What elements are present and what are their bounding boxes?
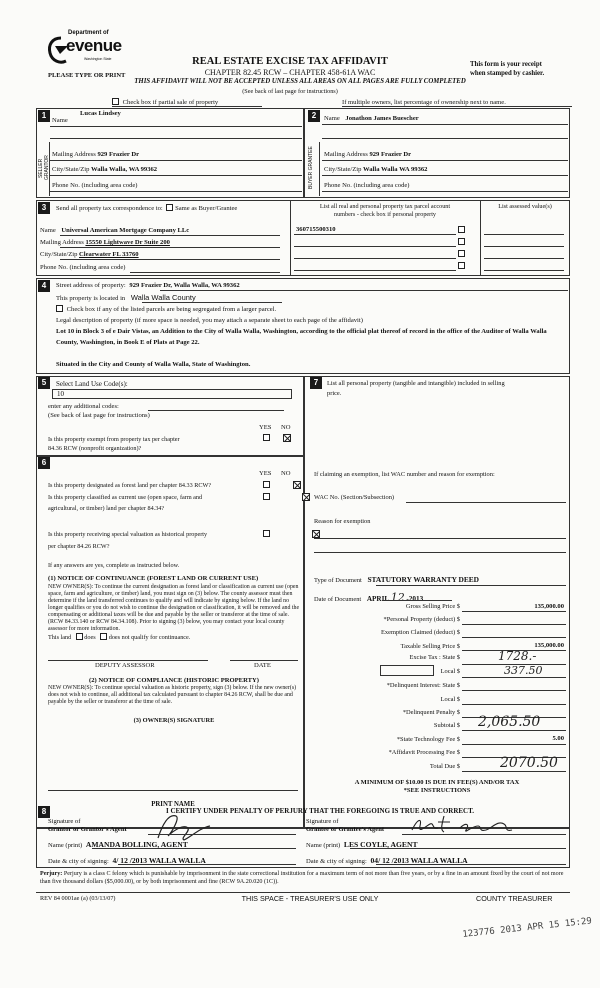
receipt-stamp: 123776 2013 APR 15 15:29 [462,916,593,940]
tax-corr-city-row [40,251,139,259]
current-use-no-checkbox[interactable] [302,493,310,501]
personal-deduct-label: *Personal Property (deduct) $ [383,616,460,623]
tech-fee-label: *State Technology Fee $ [396,736,460,743]
doc-type-row [314,576,479,585]
doc-date-year: -2013 [406,595,424,603]
exemption-claim-note: If claiming an exemption, list WAC number and reason for exemption: [314,471,495,478]
buyer-name-label: Name [324,115,340,122]
grantee-name: LES COYLE, AGENT [343,840,418,849]
receipt-note-2: when stamped by cashier. [470,70,545,77]
same-as-buyer-label: Same as Buyer/Grantee [175,205,238,212]
assessed-header: List assessed value(s) [498,203,552,210]
perjury-notice [40,871,568,886]
grantee-sig-label-2: Grantee or Grantee's Agent [306,826,385,833]
seller-mailing-row [52,151,139,159]
grantor-name: AMANDA BOLLING, AGENT [85,840,188,849]
total-due: 2070.50 [500,755,558,771]
parcel-checkbox-1[interactable] [458,226,465,233]
land-use-label: Select Land Use Code(s): [56,380,128,388]
buyer-phone-label: Phone No. (including area code) [324,182,410,189]
tax-corr-mailing-label: Mailing Address [40,239,84,246]
notice-compliance-title: (2) NOTICE OF COMPLIANCE (HISTORIC PROPERTY) [89,677,259,684]
doc-type-label: Type of Document [314,577,362,584]
situated-line: Situated in the City and County of Walla Walla, State of Washington. [56,361,251,368]
buyer-city: Walla Walla WA 99362 [363,166,428,173]
grantor-sig-label-1: Signature of [48,818,81,825]
send-correspondence-row [56,204,237,213]
grantor-name-label: Name (print) [48,842,83,849]
form-id: REV 84 0001ae (a) (03/13/07) [40,895,116,902]
deputy-assessor-label: DEPUTY ASSESSOR [95,662,155,669]
treasurer-use: THIS SPACE - TREASURER'S USE ONLY [241,894,379,903]
property-county: Walla Walla County [130,293,196,302]
perjury-label: Perjury: [40,871,63,877]
seller-name-label: Name [52,117,68,124]
dept-line2: evenue [66,36,122,55]
taxable-price-label: Taxable Selling Price $ [400,643,460,650]
parcel-header-1: List all real and personal property tax parcel account [319,203,451,210]
doc-date-label: Date of Document [314,596,362,603]
dept-logo [46,30,136,74]
section-2-number: 2 [308,110,320,122]
exempt-question-1: Is this property exempt from property tax per chapter [48,436,180,443]
historical-question-2: per chapter 84.26 RCW? [48,543,110,550]
current-use-yes-checkbox[interactable] [263,493,270,500]
parcel-checkbox-4[interactable] [458,262,465,269]
grantee-sig-label-1: Signature of [306,818,339,825]
subtotal: 2,065.50 [478,714,541,730]
owner-signature-label: (3) OWNER(S) SIGNATURE [133,717,215,724]
continuance-row [48,633,190,641]
grantee-name-label: Name (print) [306,842,341,849]
land-does-checkbox[interactable] [76,633,83,640]
seller-city-label: City/State/Zip [52,166,90,173]
grantor-date-label: Date & city of signing: [48,858,109,865]
tax-corr-mailing: 15550 Lightwave Dr Suite 200 [85,239,170,246]
delinq-penalty-label: *Delinquent Penalty $ [402,709,460,716]
grantee-date-label: Date & city of signing: [306,858,367,865]
grantor-signature [150,810,220,844]
segregated-row [56,305,276,314]
reason-label: Reason for exemption [314,518,371,525]
total-due-label: Total Due $ [429,763,460,770]
property-street: 929 Frazier Dr, Walla Walla, WA 99362 [129,282,240,289]
additional-codes-label: enter any additional codes: [48,403,119,410]
seller-mailing-label: Mailing Address [52,151,96,158]
exemption-deduct-label: Exemption Claimed (deduct) $ [381,629,460,636]
taxable-price: 135,000.00 [534,642,564,649]
county-treasurer: COUNTY TREASURER [476,894,553,903]
seller-phone-label: Phone No. (including area code) [52,182,138,189]
section-5-number: 5 [38,377,50,389]
notice-compliance-text: NEW OWNER(S): To continue special valuation as historic property, sign (3) below. If the new owner(s) does not wish to continue, all additional tax calculated pursuant to chapter 84.26 RCW, shall be due and payable by the seller or transferor at the time of sale. [48,685,297,705]
send-correspondence-label: Send all property tax correspondence to: [56,205,163,212]
buyer-city-row [324,166,427,174]
perjury-text: Perjury is a class C felony which is punishable by imprisonment in the state correctional institution for a maximum term of not more than five years, or by a fine in an amount fixed by the court of not more than five thousand dollars ($5,000.00), or by both imprisonment and fine (RCW 9A.20.020 (1C)). [40,871,564,885]
segregated-label: Check box if any of the listed parcels are being segregated from a larger parcel. [66,306,277,313]
this-land-label: This land [48,634,72,641]
exempt-yes-checkbox[interactable] [263,434,270,441]
grantee-date: 04/ 12 /2013 WALLA WALLA [370,856,468,865]
deputy-date-label: DATE [254,662,271,669]
form-title: REAL ESTATE EXCISE TAX AFFIDAVIT [192,56,388,67]
buyer-name-row [324,115,419,123]
sec6-yes-header: YES [259,470,272,477]
same-as-buyer-checkbox[interactable] [166,204,173,211]
forest-land-question: Is this property designated as forest land per chapter 84.33 RCW? [48,482,212,489]
form-see-back: (See back of last page for instructions) [242,88,338,95]
delinq-interest-label: *Delinquent Interest: State $ [386,682,460,689]
parcel-header-2: numbers - check box if personal property [333,211,437,218]
grantor-date: 4/ 12 /2013 WALLA WALLA [112,856,206,865]
doc-date-day: 12 [390,591,405,604]
property-street-label: Street address of property: [56,282,126,289]
legal-label: Legal description of property (if more space is needed, you may attach a separate sheet to each page of the affidavit) [56,317,363,324]
tax-corr-city: Clearwater FL 33760 [79,251,139,258]
sec6-no-header: NO [281,470,291,477]
print-name-label: PRINT NAME [151,801,195,808]
partial-sale-label: Check box if partial sale of property [122,99,219,106]
gross-price-label: Gross Selling Price $ [405,603,460,610]
dept-line3: Washington State [84,57,112,61]
segregated-checkbox[interactable] [56,305,63,312]
buyer-mailing-label: Mailing Address [324,151,368,158]
form-warning: THIS AFFIDAVIT WILL NOT BE ACCEPTED UNLESS ALL AREAS ON ALL PAGES ARE FULLY COMPLETED [134,78,466,85]
buyer-side-label: BUYER GRANTEE [308,146,314,190]
buyer-mailing: 929 Frazier Dr [369,151,412,158]
form-chapter: CHAPTER 82.45 RCW – CHAPTER 458-61A WAC [204,68,376,77]
sec5-see-back: (See back of last page for instructions) [48,412,150,419]
tax-corr-mailing-row [40,239,170,247]
see-instructions-note: *SEE INSTRUCTIONS [403,787,471,794]
historical-yes-checkbox[interactable] [263,530,270,537]
historical-no-checkbox[interactable] [312,530,320,538]
personal-property-1: List all personal property (tangible and intangible) included in selling [327,380,505,387]
seller-mailing: 929 Frazier Dr [97,151,140,158]
buyer-name: Jonathon James Buescher [345,115,419,122]
tax-corr-city-label: City/State/Zip [40,251,78,258]
forest-no-checkbox[interactable] [293,481,301,489]
tech-fee: 5.00 [552,735,564,742]
legal-description: Lot 10 in Block 3 of e Dair Vistas, an Addition to the City of Walla Walla, Washington, according to the official plat thereof of record in the office of the Auditor of Walla Walla County, Washington, in Book E of Plats at Page 22. [56,328,547,346]
gross-price: 135,000.00 [534,603,564,610]
section-7-number: 7 [310,377,322,389]
grantor-sig-label-2: Grantor or Grantor's Agent [48,826,127,833]
does-not-label: does not qualify for continuance. [108,634,191,641]
land-use-code-input[interactable] [52,389,292,399]
doc-type: STATUTORY WARRANTY DEED [367,575,480,584]
delinq-local-label: Local $ [440,696,460,703]
please-type: PLEASE TYPE OR PRINT [48,72,126,79]
any-yes-note: If any answers are yes, complete as instructed below. [48,562,180,569]
section-1-number: 1 [38,110,50,122]
tax-corr-name-row [40,227,189,235]
property-street-row [56,282,240,290]
partial-sale-checkbox[interactable] [112,98,119,105]
parcel-checkbox-2[interactable] [458,238,465,245]
exempt-question-2: 84.36 RCW (nonprofit organization)? [48,445,142,452]
seller-name: Lucas Lindsey [80,110,121,117]
notice-continuance-text: NEW OWNER(S): To continue the current designation as forest land or classification as current use (open space, farm and agriculture, or timber) land, you must sign on (3) below. The county assessor must then determine if the land transferred continues to qualify and will indicate by signing below. If the land no longer qualifies or you do not wish to continue the designation or classification, it will be removed and the compensating or additional taxes will be due and payable by the seller or transferor at the time of sale. (RCW 84.33.140 or RCW 84.34.108). Prior to signing (3) below, you may contact your local county assessor for more information. [48,584,300,632]
seller-city: Walla Walla, WA 99362 [91,166,158,173]
multiple-owners-note: If multiple owners, list percentage of ownership next to name. [342,99,506,106]
parcel-number: 360715500310 [296,226,336,233]
personal-property-2: price. [327,390,342,397]
section-3-number: 3 [38,202,50,214]
property-located-label: This property is located in [56,295,126,302]
wac-label: WAC No. (Section/Subsection) [314,494,395,501]
section-4-number: 4 [38,280,50,292]
sec5-no-header: NO [281,424,291,431]
does-label: does [84,634,96,641]
land-use-code: 10 [57,390,64,398]
tax-corr-name-label: Name [40,227,56,234]
sec5-yes-header: YES [259,424,272,431]
section-8-number: 8 [38,806,50,818]
parcel-checkbox-3[interactable] [458,250,465,257]
buyer-city-label: City/State/Zip [324,166,362,173]
tax-corr-phone-label: Phone No. (including area code) [40,264,126,271]
excise-local: 337.50 [504,664,543,677]
excise-state: 1728.- [498,649,537,663]
seller-side-label: SELLER GRANTOR [38,155,50,181]
local-box [380,665,434,676]
doc-date-month: APRIL [366,595,390,603]
excise-state-label: Excise Tax : State $ [409,654,460,661]
certify-statement: I CERTIFY UNDER PENALTY OF PERJURY THAT THE FOREGOING IS TRUE AND CORRECT. [165,807,474,815]
exempt-no-checkbox[interactable] [283,434,291,442]
tax-corr-name: Universal American Mortgage Company LLc [61,227,190,234]
subtotal-label: Subtotal $ [433,722,460,729]
section-6-number: 6 [38,457,50,469]
forest-yes-checkbox[interactable] [263,481,270,488]
seller-city-row [52,166,157,174]
minimum-fee-note: A MINIMUM OF $10.00 IS DUE IN FEE(S) AND/OR TAX [354,779,520,786]
current-use-question-1: Is this property classified as current use (open space, farm and [48,494,203,501]
buyer-mailing-row [324,151,411,159]
historical-question-1: Is this property receiving special valuation as historical property [48,531,208,538]
excise-local-label: Local $ [440,668,460,675]
affidavit-fee-label: *Affidavit Processing Fee $ [388,749,460,756]
land-does-not-checkbox[interactable] [100,633,107,640]
notice-continuance-title: (1) NOTICE OF CONTINUANCE (FOREST LAND OR CURRENT USE) [48,575,259,582]
dept-line1: Department of [68,30,109,36]
current-use-question-2: agricultural, or timber) land per chapter 84.34? [48,505,165,512]
receipt-note-1: This form is your receipt [470,61,542,68]
